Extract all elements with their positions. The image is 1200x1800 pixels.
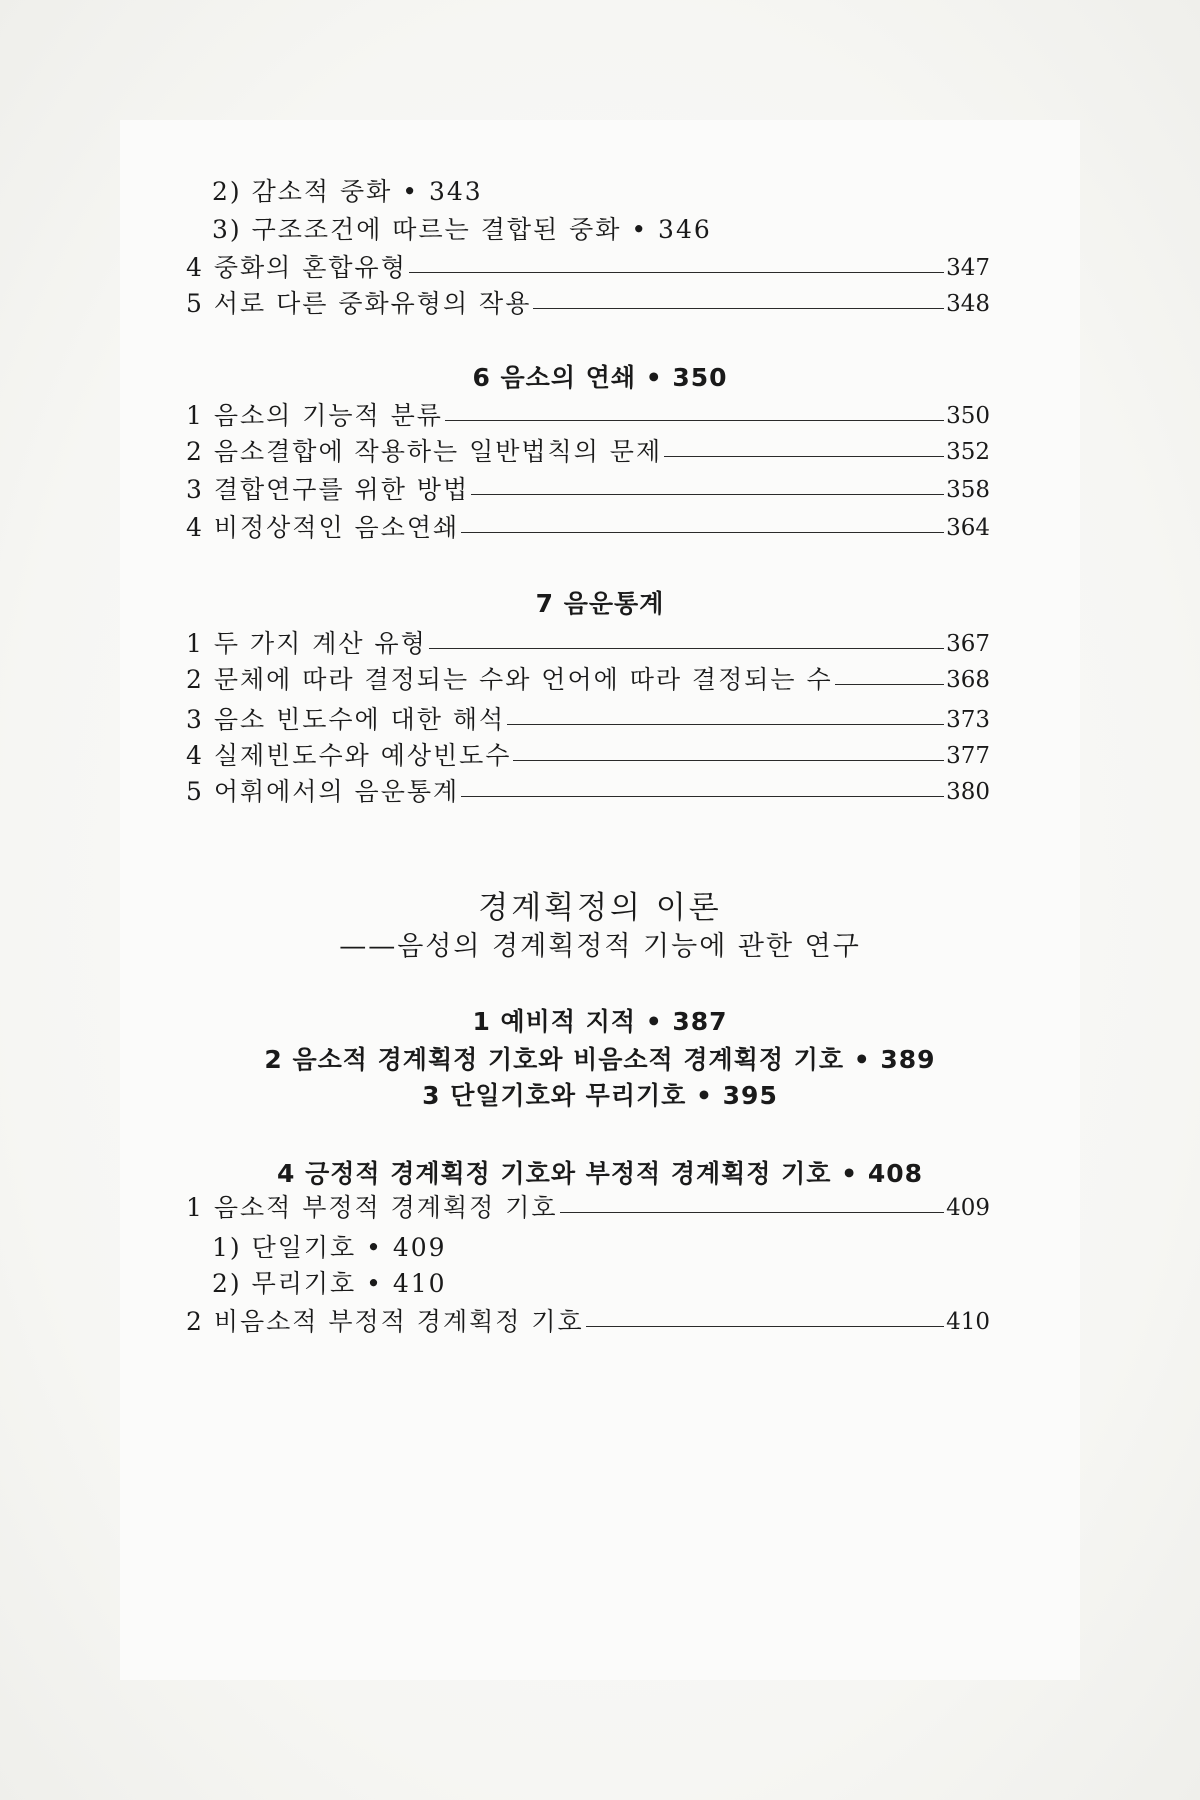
toc-entry-text: 2 비음소적 부정적 경계획정 기호 [186, 1307, 584, 1336]
toc-entry[interactable] [186, 620, 990, 656]
toc-entry-page: 368 [946, 667, 990, 693]
leader-line [409, 272, 944, 273]
toc-entry[interactable] [212, 206, 1016, 242]
toc-entry[interactable] [186, 504, 990, 540]
toc-entry-text: 5 서로 다른 중화유형의 작용 [186, 289, 532, 318]
chapter-heading[interactable]: 1 예비적 지적 • 387 [472, 1007, 728, 1036]
toc-entry-text: 2 음소결합에 작용하는 일반법칙의 문제 [186, 437, 663, 466]
toc-entry[interactable] [186, 1298, 990, 1334]
toc-entry-page: 409 [946, 1195, 990, 1221]
toc-entry[interactable] [186, 656, 990, 692]
leader-line [461, 532, 944, 533]
chapter-heading[interactable]: 6 음소의 연쇄 • 350 [472, 363, 728, 392]
toc-entry-page: 367 [946, 631, 990, 657]
chapter-heading[interactable]: 7 음운통계 [535, 589, 665, 618]
toc-entry-page: 348 [946, 291, 990, 317]
toc-entry[interactable] [186, 696, 990, 732]
toc-entry-page: 364 [946, 515, 990, 541]
toc-entry-text: 1 음소의 기능적 분류 [186, 401, 443, 430]
leader-line [533, 308, 944, 309]
leader-line [445, 420, 944, 421]
toc-entry-text: 4 중화의 혼합유형 [186, 253, 407, 282]
leader-line [664, 456, 944, 457]
chapter-heading[interactable]: 4 긍정적 경계획정 기호와 부정적 경계획정 기호 • 408 [276, 1159, 924, 1188]
toc-entry-text: 2) 감소적 중화 • 343 [212, 177, 483, 206]
toc-entry-text: 1 두 가지 계산 유형 [186, 629, 427, 658]
toc-entry-text: 3) 구조조건에 따르는 결합된 중화 • 346 [212, 215, 712, 244]
toc-entry-page: 373 [946, 707, 990, 733]
toc-entry[interactable] [186, 1184, 990, 1220]
chapter-heading[interactable]: 3 단일기호와 무리기호 • 395 [422, 1081, 778, 1110]
leader-line [507, 724, 944, 725]
toc-entry[interactable] [186, 428, 990, 464]
toc-entry[interactable] [186, 280, 990, 316]
part-title: 경계획정의 이론 [478, 890, 722, 926]
toc-entry[interactable] [186, 466, 990, 502]
toc-entry[interactable] [212, 1260, 1016, 1296]
toc-entry[interactable] [212, 168, 1016, 204]
toc-entry-page: 410 [946, 1309, 990, 1335]
part-subtitle: ——음성의 경계획정적 기능에 관한 연구 [339, 931, 861, 962]
toc-entry-page: 352 [946, 439, 990, 465]
toc-entry-text: 5 어휘에서의 음운통계 [186, 777, 460, 806]
leader-line [471, 494, 944, 495]
toc-entry-text: 3 결합연구를 위한 방법 [186, 475, 470, 504]
toc-entry-text: 3 음소 빈도수에 대한 해석 [186, 705, 506, 734]
toc-entry[interactable] [186, 732, 990, 768]
toc-entry-text: 4 실제빈도수와 예상빈도수 [186, 741, 512, 770]
toc-entry[interactable] [212, 1224, 1016, 1260]
toc-entry[interactable] [186, 392, 990, 428]
toc-entry-page: 358 [946, 477, 990, 503]
leader-line [429, 648, 944, 649]
toc-entry-text: 1 음소적 부정적 경계획정 기호 [186, 1193, 558, 1222]
toc-entry-page: 377 [946, 743, 990, 769]
toc-entry-page: 380 [946, 779, 990, 805]
leader-line [461, 796, 944, 797]
leader-line [835, 684, 944, 685]
chapter-heading[interactable]: 2 음소적 경계획정 기호와 비음소적 경계획정 기호 • 389 [264, 1045, 936, 1074]
toc-entry-page: 347 [946, 255, 990, 281]
toc-entry-page: 350 [946, 403, 990, 429]
toc-entry-text: 1) 단일기호 • 409 [212, 1233, 447, 1262]
toc-entry[interactable] [186, 244, 990, 280]
leader-line [560, 1212, 945, 1213]
leader-line [513, 760, 944, 761]
toc-entry-text: 2) 무리기호 • 410 [212, 1269, 447, 1298]
toc-entry-text: 2 문체에 따라 결정되는 수와 언어에 따라 결정되는 수 [186, 665, 833, 694]
leader-line [586, 1326, 944, 1327]
toc-entry[interactable] [186, 768, 990, 804]
toc-entry-text: 4 비정상적인 음소연쇄 [186, 513, 460, 542]
